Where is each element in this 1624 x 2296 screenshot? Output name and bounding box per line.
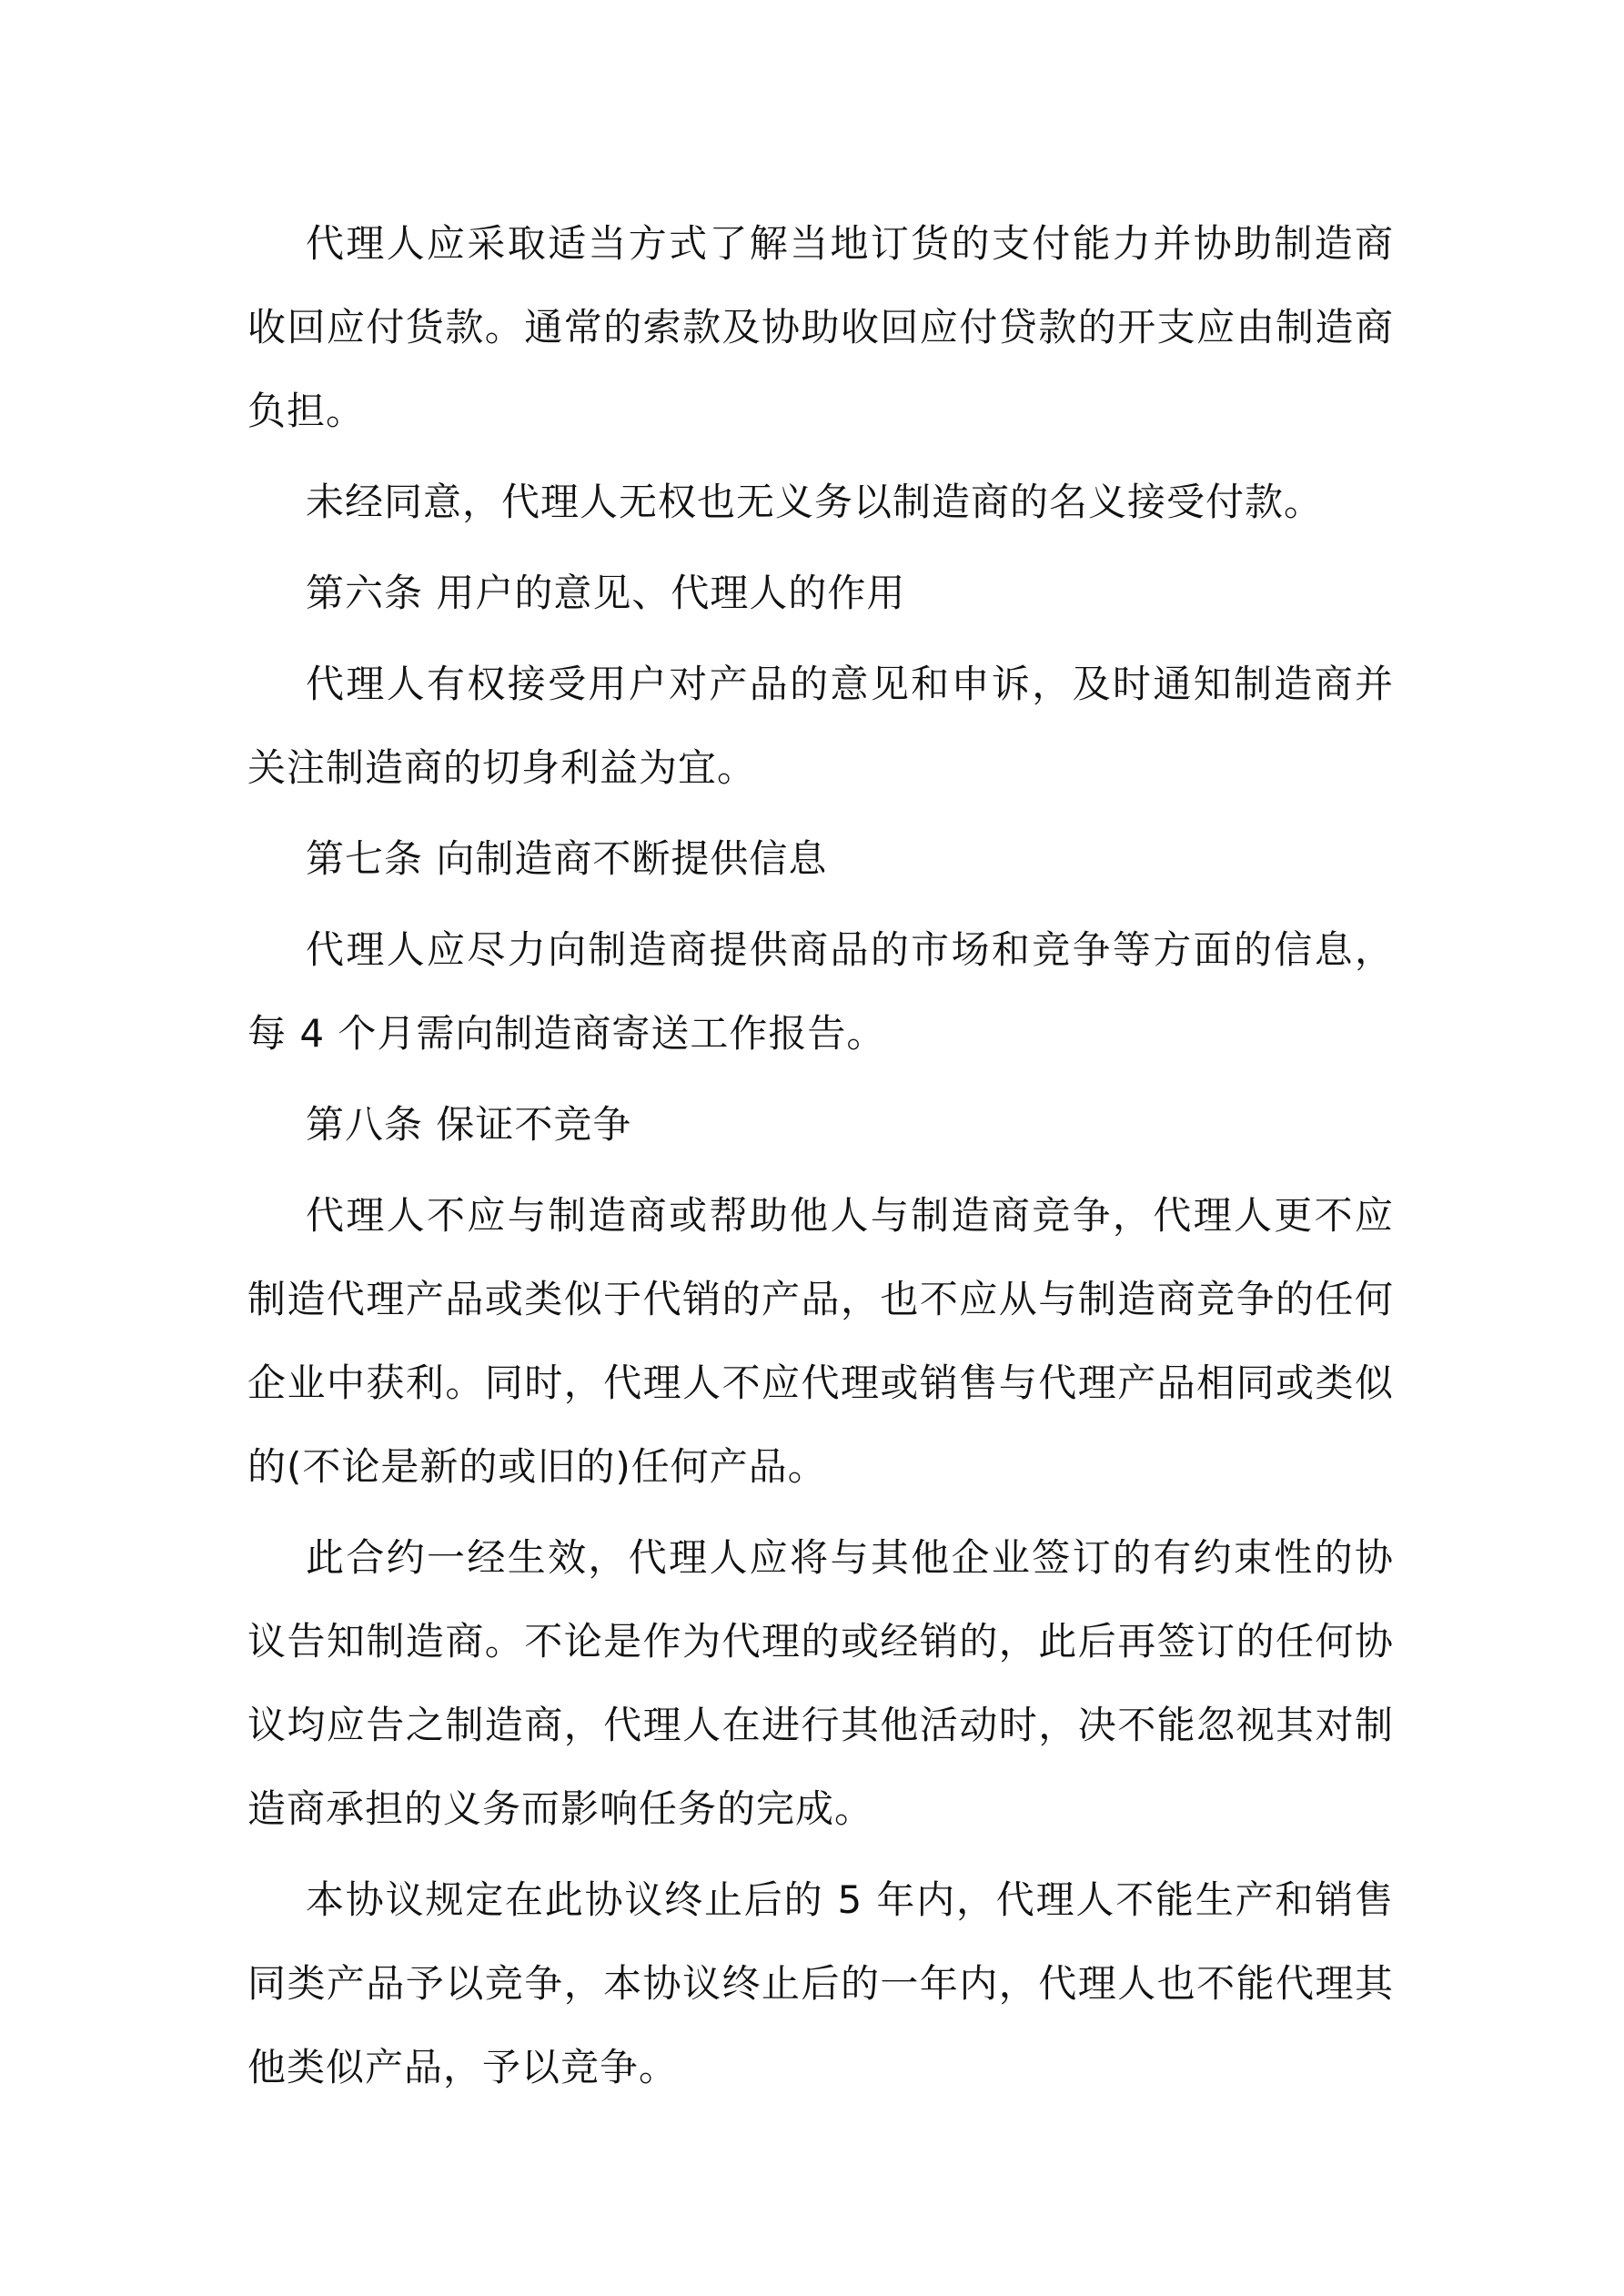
paragraph-payment-collection: 代理人应采取适当方式了解当地订货的支付能力并协助制造商收回应付货款。通常的索款及协助收回应付贷款的开支应由制造商负担。: [247, 221, 1394, 433]
paragraph-user-opinions: 代理人有权接受用户对产品的意见和申诉，及时通知制造商并关注制造商的切身利益为宜。: [247, 662, 1394, 790]
article-6-heading: 第六条 用户的意见、代理人的作用: [306, 571, 906, 615]
article-7-heading: 第七条 向制造商不断提供信息: [306, 836, 828, 881]
paragraph-non-competition: 代理人不应与制造商或帮助他人与制造商竞争，代理人更不应制造代理产品或类似于代销的产品，也不应从与制造商竞争的任何企业中获利。同时，代理人不应代理或销售与代理产品相同或类似的(不论是新的或旧的)任何产品。: [247, 1193, 1394, 1489]
paragraph-provide-information: 代理人应尽力向制造商提供商品的市场和竞争等方面的信息，每 4 个月需向制造商寄送工作报告。: [247, 927, 1394, 1056]
article-8-heading: 第八条 保证不竞争: [306, 1102, 632, 1147]
paragraph-post-termination: 本协议规定在此协议终止后的 5 年内，代理人不能生产和销售同类产品予以竞争，本协议终止后的一年内，代理人也不能代理其他类似产品，予以竞争。: [247, 1877, 1394, 2089]
paragraph-existing-agreements: 此合约一经生效，代理人应将与其他企业签订的有约束性的协议告知制造商。不论是作为代理的或经销的，此后再签订的任何协议均应告之制造商，代理人在进行其他活动时，决不能忽视其对制造商承担的义务而影响任务的完成。: [247, 1535, 1394, 1831]
paragraph-no-authority-to-receive-payment: 未经同意，代理人无权也无义务以制造商的名义接受付款。: [306, 480, 1324, 524]
document-body: [247, 202, 1394, 2117]
